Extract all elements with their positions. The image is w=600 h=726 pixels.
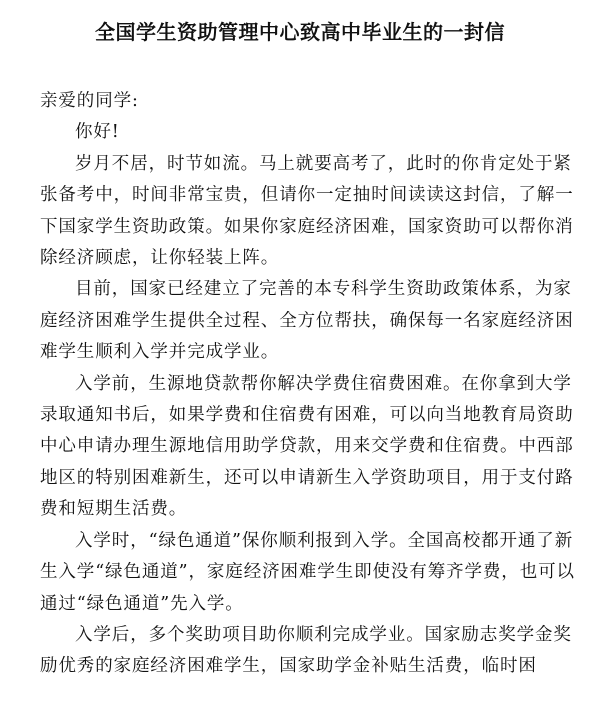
salutation: 亲爱的同学: — [40, 91, 139, 111]
letter-title: 全国学生资助管理中心致高中毕业生的一封信 — [95, 20, 505, 44]
greeting: 你好! — [75, 122, 120, 143]
paragraph: 入学时，“绿色通道”保你顺利报到入学。全国高校都开通了新生入学“绿色通道”，家庭经济困难学生即使没有筹齐学费，也可以通过“绿色通道”先入学。 — [40, 530, 575, 614]
paragraph: 入学前，生源地贷款帮你解决学费住宿费困难。在你拿到大学录取通知书后，如果学费和住宿费有困难，可以向当地教育局资助中心申请办理生源地信用助学贷款，用来交学费和住宿费。中西部地区的特别困难新生，还可以申请新生入学资助项目，用于支付路费和短期生活费。 — [40, 373, 574, 520]
paragraph: 目前，国家已经建立了完善的本专科学生资助政策体系，为家庭经济困难学生提供全过程、全方位帮扶，确保每一名家庭经济困难学生顺利入学并完成学业。 — [40, 279, 574, 363]
paragraph: 岁月不居，时节如流。马上就要高考了，此时的你肯定处于紧张备考中，时间非常宝贵，但请你一定抽时间读读这封信，了解一下国家学生资助政策。如果你家庭经济困难，国家资助可以帮你消除经济顾虑，让你轻装上阵。 — [40, 153, 574, 269]
paragraph: 入学后，多个奖助项目助你顺利完成学业。国家励志奖学金奖励优秀的家庭经济困难学生，国家助学金补贴生活费，临时困 — [40, 624, 572, 677]
letter-body — [40, 86, 580, 683]
